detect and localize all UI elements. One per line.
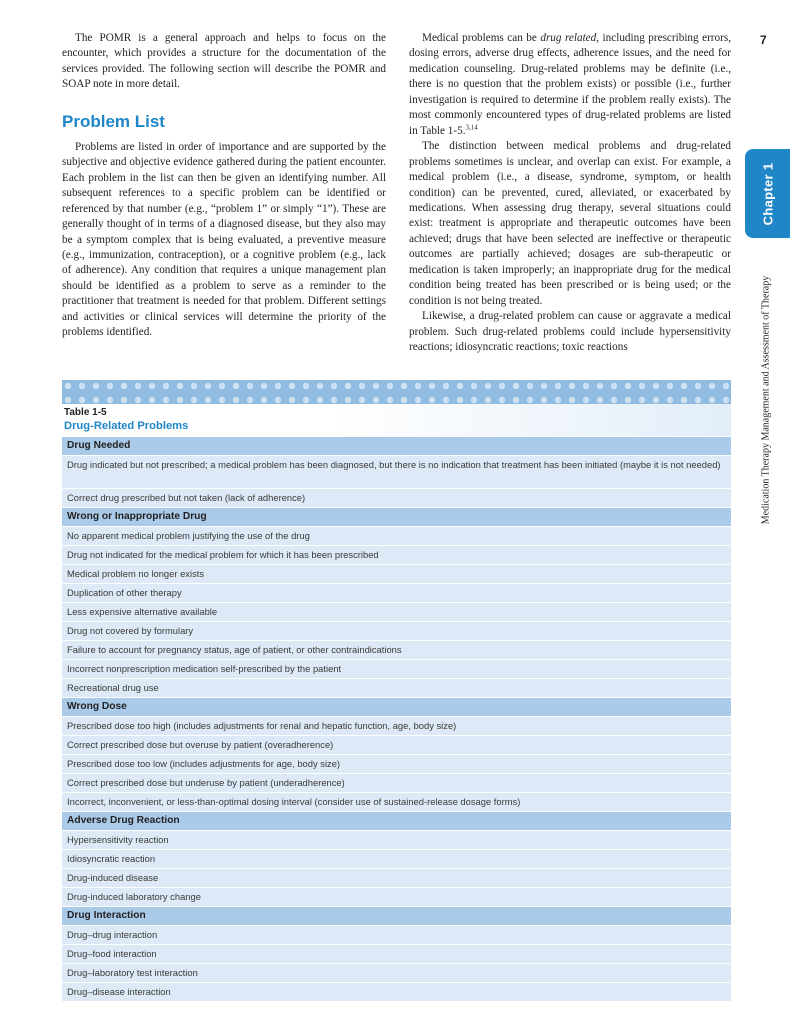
drug-related-problems-table (62, 380, 731, 1001)
paragraph-text: Medical problems can be (422, 32, 541, 44)
distinction-paragraph: The distinction between medical problems and drug-related problems sometimes is unclear, and overlap can exist. For example, a medical problem (i.e., a disease, syndrome, symptom, or health condition) can be prevented, cured, alleviated, or exacerbated by medications. When assessing drug therapy, several situations could exist: treatment is appropriate and therapeutic outcomes have been achieved; drugs that have been selected are ineffective or therapeutic outcomes are partially achieved; dosages are sub-therapeutic or medication is taken improperly; an inappropriate drug for the medical condition being treated has been prescribed or is being used; or the condition is not being treated. (409, 140, 731, 307)
table-row: Drug not covered by formulary (62, 621, 731, 640)
table-row: Incorrect nonprescription medication self-prescribed by the patient (62, 659, 731, 678)
table-row: Duplication of other therapy (62, 583, 731, 602)
table-row: Drug–disease interaction (62, 982, 731, 1001)
table-row: Drug-induced laboratory change (62, 887, 731, 906)
right-column (409, 31, 731, 356)
table-row: Medical problem no longer exists (62, 564, 731, 583)
table-category-row: Wrong Dose (62, 697, 731, 716)
table-row: Correct prescribed dose but underuse by patient (underadherence) (62, 773, 731, 792)
table-row: Incorrect, inconvenient, or less-than-optimal dosing interval (consider use of sustained-release dosage forms) (62, 792, 731, 811)
chapter-tab-label: Chapter 1 (760, 162, 775, 225)
drug-related-paragraph (409, 31, 731, 139)
table-category-row: Wrong or Inappropriate Drug (62, 507, 731, 526)
table-row: Prescribed dose too high (includes adjustments for renal and hepatic function, age, body size) (62, 716, 731, 735)
table-row: Drug–drug interaction (62, 925, 731, 944)
table-category-row: Drug Needed (62, 436, 731, 455)
section-heading: Problem List (62, 111, 165, 131)
table-category-row: Adverse Drug Reaction (62, 811, 731, 830)
table-body (62, 436, 731, 1001)
likewise-paragraph: Likewise, a drug-related problem can cause or aggravate a medical problem. Such drug-related problems could include hypersensitivity reactions; idiosyncratic reactions; toxic reactions (409, 310, 731, 354)
table-row: Recreational drug use (62, 678, 731, 697)
table-row: Drug–food interaction (62, 944, 731, 963)
table-category-row: Drug Interaction (62, 906, 731, 925)
table-row: Correct drug prescribed but not taken (lack of adherence) (62, 488, 731, 507)
chapter-tab (745, 149, 790, 238)
problem-list-paragraph: Problems are listed in order of importance and are supported by the subjective and objective evidence gathered during the patient encounter. Each problem in the list can then be given an identifying number. All subsequent references to a specific problem can be identified or referenced by that number (e.g., “problem 1” or simply “1”). These are generally thought of in terms of a diagnosed disease, but they also may be a symptom complex that is being evaluated, a preventive measure (e.g., immunization, contraception), or a cognitive problem (e.g., lack of adherence). Any condition that requires a unique management plan should be identified as a problem to serve as a reminder to the practitioner that treatment is needed for that problem. Different settings and activities or clinical services will determine the priority of the problems identified. (62, 140, 386, 339)
table-row: Idiosyncratic reaction (62, 849, 731, 868)
left-column (62, 31, 386, 341)
table-row: Drug indicated but not prescribed; a medical problem has been diagnosed, but there is no indication that treatment has been initiated (maybe it is not needed) (62, 455, 731, 488)
running-head: Medication Therapy Management and Assessment of Therapy (760, 275, 772, 525)
table-header (62, 404, 731, 436)
table-row: Hypersensitivity reaction (62, 830, 731, 849)
table-row: Drug not indicated for the medical problem for which it has been prescribed (62, 545, 731, 564)
table-row: Prescribed dose too low (includes adjustments for age, body size) (62, 754, 731, 773)
table-row: Less expensive alternative available (62, 602, 731, 621)
intro-paragraph: The POMR is a general approach and helps to focus on the encounter, which provides a structure for the documentation of the services provided. The following section will describe the POMR and SOAP note in more detail. (62, 32, 386, 91)
table-row: Drug–laboratory test interaction (62, 963, 731, 982)
table-row: Failure to account for pregnancy status, age of patient, or other contraindications (62, 640, 731, 659)
table-row: Drug-induced disease (62, 868, 731, 887)
table-row: No apparent medical problem justifying the use of the drug (62, 526, 731, 545)
page-number: 7 (760, 33, 767, 47)
citation-superscript: 3,14 (465, 122, 478, 131)
table-title: Drug-Related Problems (64, 420, 189, 432)
paragraph-text: , including prescribing errors, dosing errors, adverse drug effects, adherence issues, and the need for medication counseling. Drug-related problems may be definite (i.e., there is no question that the problem exists) or possible (i.e., further investigation is required to determine if the problem really exists). The most commonly encountered types of drug-related problems are listed in Table 1-5. (409, 32, 731, 137)
emphasis-text: drug related (540, 32, 597, 44)
table-number: Table 1-5 (64, 407, 107, 418)
table-decorative-band (62, 380, 731, 404)
table-row: Correct prescribed dose but overuse by patient (overadherence) (62, 735, 731, 754)
